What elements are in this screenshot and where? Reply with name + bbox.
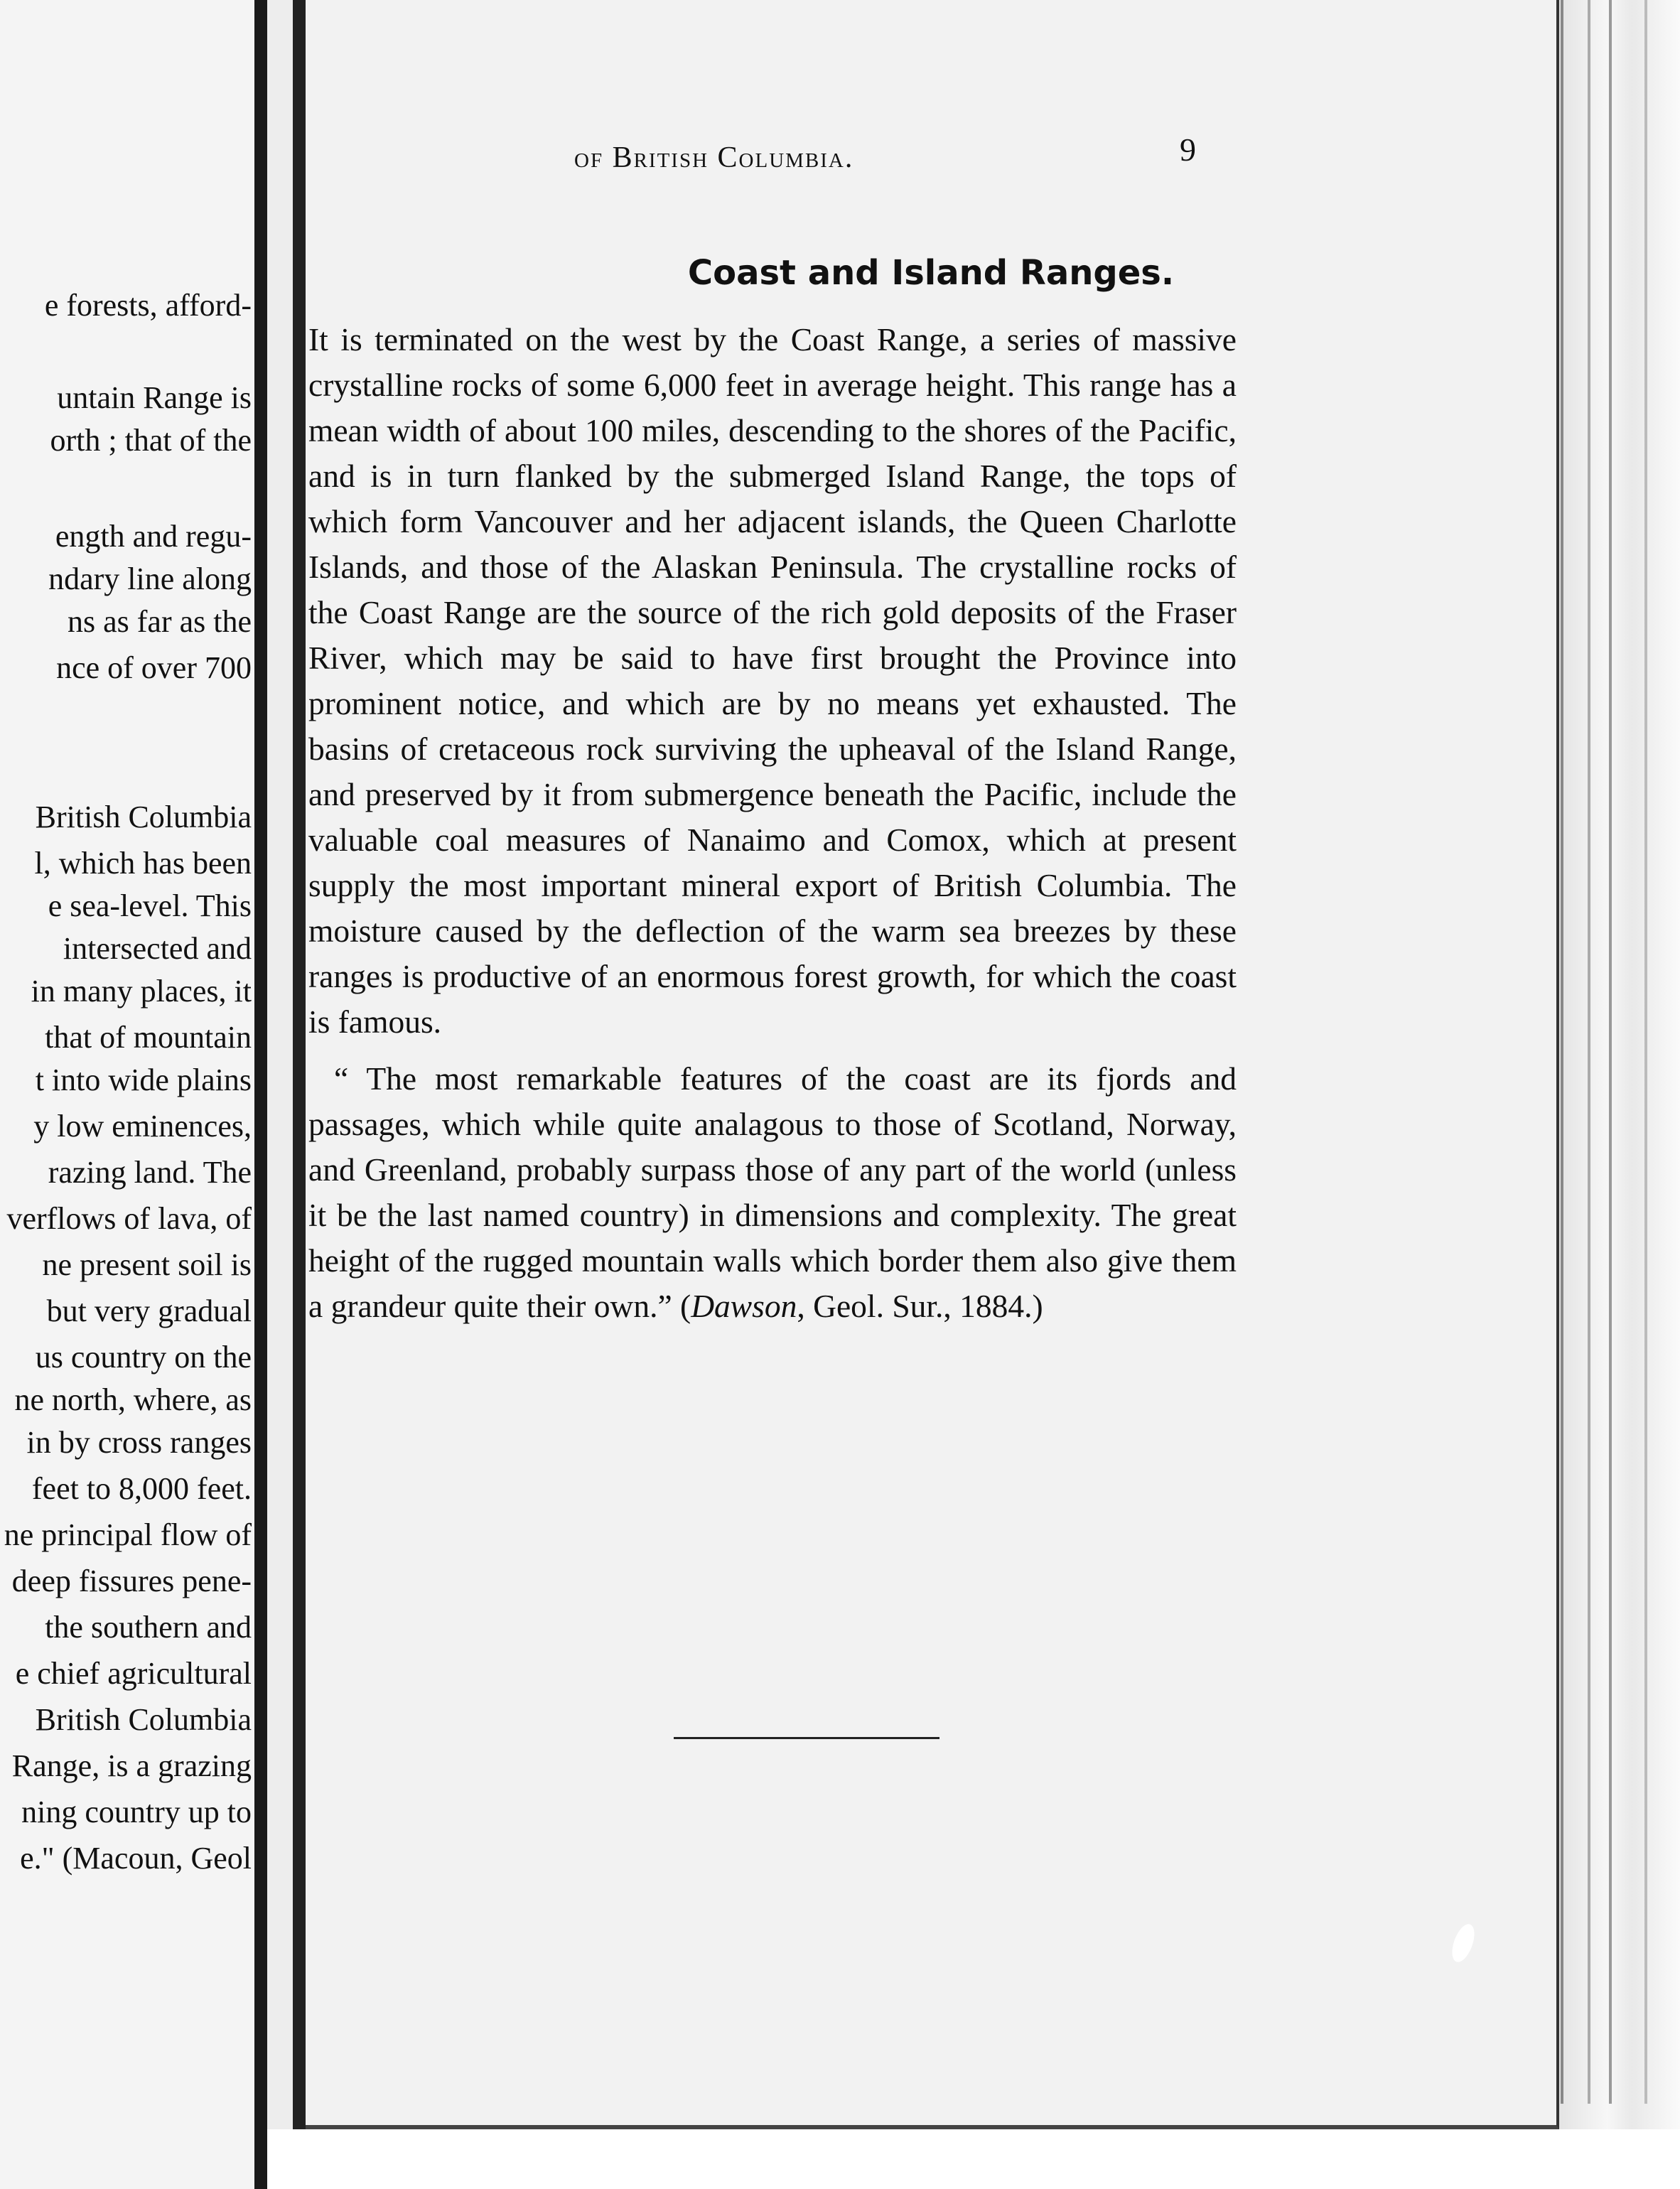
- facing-page-line: e chief agricultural: [15, 1656, 252, 1691]
- facing-page-line: l, which has been: [34, 846, 252, 881]
- facing-page-line: in many places, it: [31, 974, 252, 1009]
- page-edge-shadow: [293, 0, 306, 2189]
- facing-page-line: that of mountain: [45, 1020, 252, 1055]
- facing-page-line: nce of over 700: [56, 650, 252, 685]
- facing-page-line: ne principal flow of: [4, 1517, 252, 1552]
- facing-page-line: British Columbia: [35, 1702, 252, 1737]
- quote-paragraph: [308, 1056, 1237, 1329]
- facing-page-line: Range, is a grazing: [11, 1748, 252, 1783]
- section-divider: [674, 1737, 939, 1739]
- facing-page-line: t into wide plains: [35, 1063, 252, 1097]
- facing-page-line: e." (Macoun, Geol: [20, 1841, 252, 1876]
- book-gutter-shadow: [254, 0, 267, 2189]
- facing-page-line: razing land. The: [48, 1155, 252, 1190]
- facing-page-line: e forests, afford-: [44, 288, 252, 323]
- facing-page-line: us country on the: [35, 1340, 252, 1375]
- running-head: of British Columbia.: [574, 141, 854, 174]
- facing-page-line: feet to 8,000 feet.: [31, 1471, 252, 1506]
- page-number: 9: [1180, 131, 1196, 168]
- section-title: Coast and Island Ranges.: [687, 253, 1175, 293]
- facing-page-line: intersected and: [63, 931, 252, 966]
- facing-page-line: ength and regu-: [55, 519, 252, 554]
- facing-page-fragment: [0, 0, 256, 2189]
- quote-text: “ The most remarkable features of the coast are its fjords and passages, which while quite analagous to those of Scotland, Norway, and Greenland, probably surpass those of any part of the world (unless it be the last named country) in dimensions and complexity. The great height of the rugged mountain walls which border them also give them a grandeur quite their own.” (: [308, 1060, 1237, 1324]
- page-bottom-margin: [267, 2129, 1680, 2189]
- facing-page-line: ns as far as the: [67, 604, 252, 639]
- book-gutter: [267, 0, 293, 2189]
- citation-author: Dawson: [691, 1288, 797, 1324]
- facing-page-line: untain Range is: [57, 380, 252, 415]
- facing-page-line: orth ; that of the: [50, 423, 252, 458]
- facing-page-line: ning country up to: [21, 1795, 252, 1829]
- paragraph: It is terminated on the west by the Coast Range, a series of massive crystalline rocks of some 6,000 feet in average height. This range has a mean width of about 100 miles, descending to the shores of the Pacific, and is in turn flanked by the submerged Island Range, the tops of which form Vancouver and her adjacent islands, the Queen Charlotte Islands, and those of the Alaskan Peninsula. The crystalline rocks of the Coast Range are the source of the rich gold deposits of the Fraser River, which may be said to have first brought the Province into prominent notice, and which are by no means yet exhausted. The basins of cretaceous rock surviving the upheaval of the Island Range, and preserved by it from submergence beneath the Pacific, include the valuable coal measures of Nanaimo and Comox, which at present supply the most important mineral export of British Columbia. The moisture caused by the deflection of the warm sea breezes by these ranges is productive of an enormous forest growth, for which the coast is famous.: [308, 321, 1237, 1040]
- facing-page-line: ne present soil is: [42, 1247, 252, 1282]
- facing-page-line: the southern and: [45, 1610, 252, 1645]
- facing-page-line: ndary line along: [48, 561, 252, 596]
- facing-page-line: in by cross ranges: [26, 1425, 252, 1460]
- facing-page-line: but very gradual: [46, 1294, 252, 1328]
- facing-page-line: e sea-level. This: [48, 888, 252, 923]
- facing-page-line: ne north, where, as: [14, 1382, 252, 1417]
- facing-page-line: y low eminences,: [33, 1109, 252, 1144]
- citation-source: , Geol. Sur., 1884.): [797, 1288, 1043, 1324]
- facing-page-line: deep fissures pene-: [11, 1564, 252, 1598]
- facing-page-line: verflows of lava, of: [6, 1201, 252, 1236]
- facing-page-line: British Columbia: [35, 800, 252, 834]
- body-text: [308, 317, 1237, 1340]
- page-stack-edge: [1559, 0, 1680, 2189]
